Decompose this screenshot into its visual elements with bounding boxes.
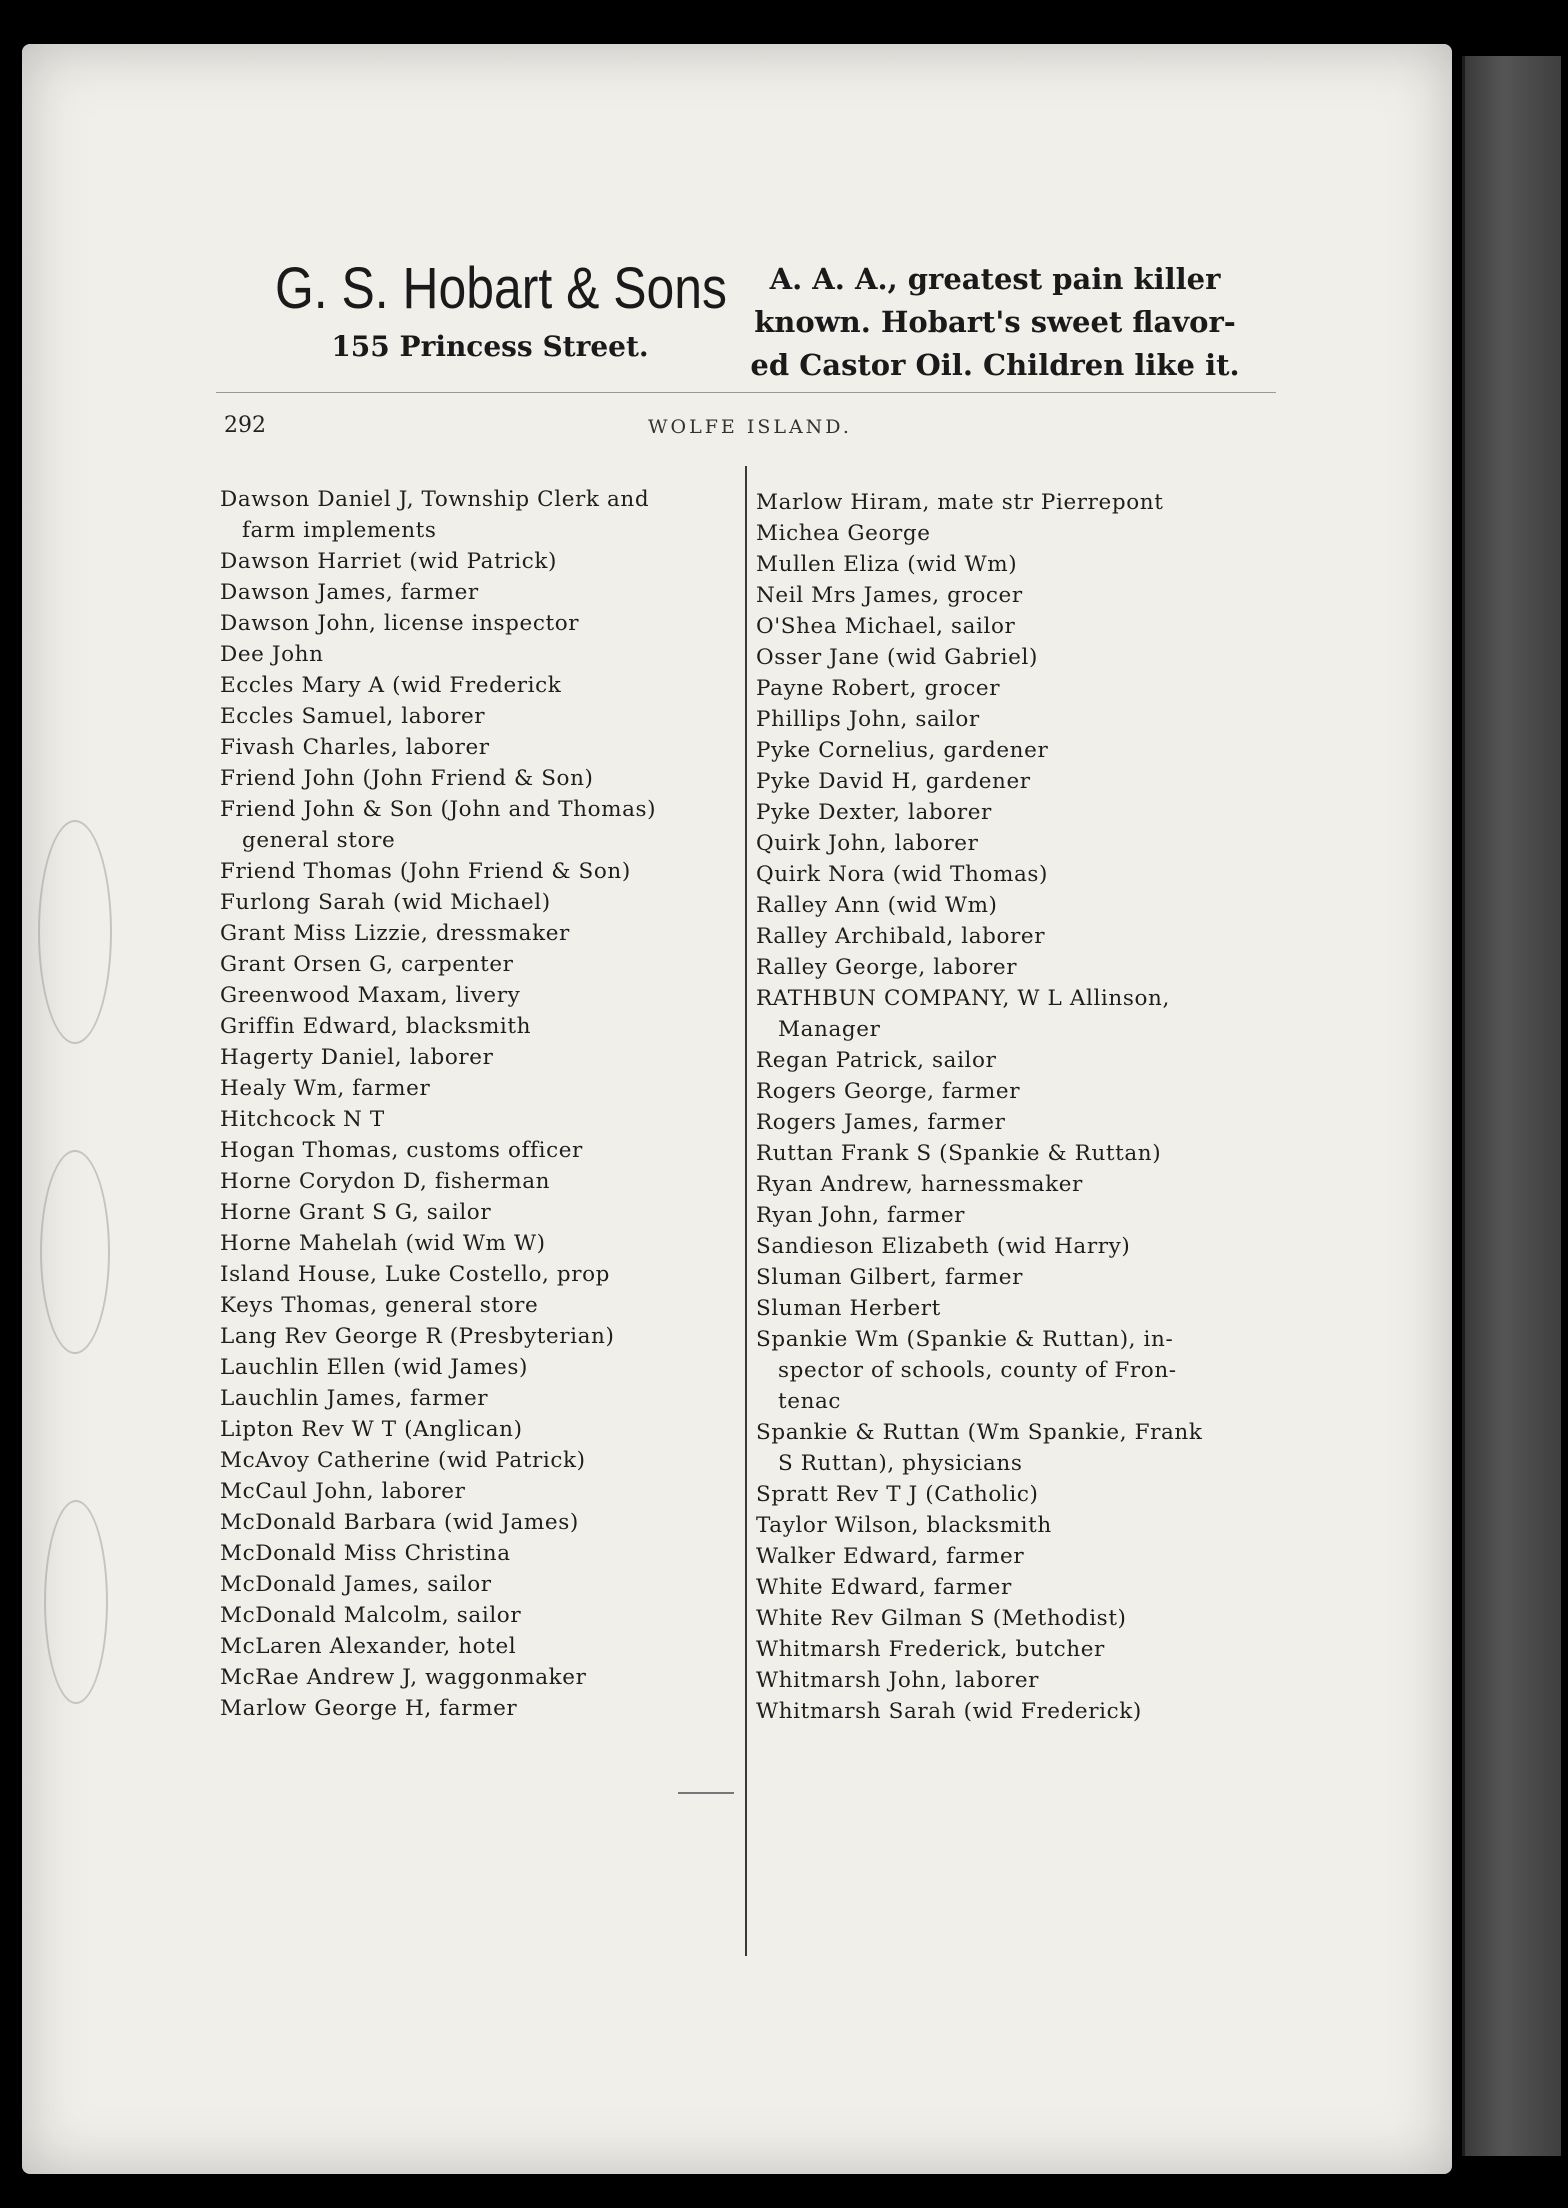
directory-entry: Dawson Harriet (wid Patrick) (220, 549, 557, 574)
directory-entry: Sluman Gilbert, farmer (756, 1265, 1023, 1290)
directory-entry: McAvoy Catherine (wid Patrick) (220, 1448, 586, 1473)
directory-entry: McCaul John, laborer (220, 1479, 466, 1504)
directory-entry: Sandieson Elizabeth (wid Harry) (756, 1234, 1131, 1259)
directory-entry: Furlong Sarah (wid Michael) (220, 890, 551, 915)
directory-entry: Spankie & Ruttan (Wm Spankie, Frank (756, 1420, 1203, 1445)
directory-entry: Ruttan Frank S (Spankie & Ruttan) (756, 1141, 1162, 1166)
directory-entry: Horne Mahelah (wid Wm W) (220, 1231, 546, 1256)
directory-entry: Quirk Nora (wid Thomas) (756, 862, 1048, 887)
directory-entry: Lauchlin Ellen (wid James) (220, 1355, 528, 1380)
advertisement-tagline-line: A. A. A., greatest pain killer (769, 262, 1221, 296)
directory-entry: Greenwood Maxam, livery (220, 983, 521, 1008)
directory-entry: Dawson James, farmer (220, 580, 479, 605)
directory-entry: Marlow George H, farmer (220, 1696, 518, 1721)
directory-entry: Griffin Edward, blacksmith (220, 1014, 532, 1039)
directory-entry: Osser Jane (wid Gabriel) (756, 645, 1038, 670)
directory-entry: Grant Miss Lizzie, dressmaker (220, 921, 570, 946)
directory-entry: Dawson Daniel J, Township Clerk and (220, 487, 650, 512)
directory-entry: Island House, Luke Costello, prop (220, 1262, 611, 1287)
directory-entry: Ryan John, farmer (756, 1203, 966, 1228)
directory-entry: Michea George (756, 521, 931, 546)
directory-entry: RATHBUN COMPANY, W L Allinson, (756, 986, 1170, 1011)
directory-entry-continuation: farm implements (242, 518, 437, 543)
directory-entry: McDonald Malcolm, sailor (220, 1603, 522, 1628)
book-spine (1462, 56, 1561, 2156)
directory-entry: Ryan Andrew, harnessmaker (756, 1172, 1083, 1197)
left-column (220, 484, 735, 1724)
advertisement-tagline-line: ed Castor Oil. Children like it. (750, 348, 1240, 382)
directory-entry: McRae Andrew J, waggonmaker (220, 1665, 587, 1690)
directory-entry: Pyke Dexter, laborer (756, 800, 992, 825)
directory-entry: Hogan Thomas, customs officer (220, 1138, 583, 1163)
advertisement-tagline (735, 258, 1255, 387)
directory-entry: McDonald Barbara (wid James) (220, 1510, 579, 1535)
directory-entry: Whitmarsh Frederick, butcher (756, 1637, 1105, 1662)
advertisement-firm-block (240, 258, 740, 363)
directory-entry: Pyke Cornelius, gardener (756, 738, 1049, 763)
directory-entry: Sluman Herbert (756, 1296, 941, 1321)
advertisement-firm-name: G. S. Hobart & Sons (275, 256, 727, 321)
directory-entry: Keys Thomas, general store (220, 1293, 539, 1318)
directory-entry: Neil Mrs James, grocer (756, 583, 1023, 608)
page-number: 292 (224, 413, 266, 438)
directory-entry: McDonald James, sailor (220, 1572, 492, 1597)
column-divider (745, 466, 747, 1956)
directory-entry-continuation: S Ruttan), physicians (778, 1451, 1023, 1476)
directory-entry: Ralley George, laborer (756, 955, 1018, 980)
directory-entry: Quirk John, laborer (756, 831, 979, 856)
directory-entry: Horne Grant S G, sailor (220, 1200, 492, 1225)
column-end-rule (678, 1792, 734, 1794)
directory-entry: Mullen Eliza (wid Wm) (756, 552, 1018, 577)
directory-entry: Friend Thomas (John Friend & Son) (220, 859, 631, 884)
directory-entry-continuation: Manager (778, 1017, 881, 1042)
directory-entry: Lang Rev George R (Presbyterian) (220, 1324, 615, 1349)
directory-entry: McDonald Miss Christina (220, 1541, 511, 1566)
directory-entry: Eccles Samuel, laborer (220, 704, 486, 729)
directory-entry-continuation: tenac (778, 1389, 842, 1414)
page-smudge (44, 1500, 108, 1704)
directory-entry-continuation: spector of schools, county of Fron- (778, 1358, 1177, 1383)
directory-entry: Dee John (220, 642, 324, 667)
directory-entry: Regan Patrick, sailor (756, 1048, 997, 1073)
page-smudge (38, 820, 112, 1044)
advertisement-address: 155 Princess Street. (331, 330, 649, 363)
directory-entry: Dawson John, license inspector (220, 611, 580, 636)
directory-entry: Spratt Rev T J (Catholic) (756, 1482, 1039, 1507)
directory-entry: Pyke David H, gardener (756, 769, 1031, 794)
directory-entry: Ralley Ann (wid Wm) (756, 893, 998, 918)
directory-entry: Phillips John, sailor (756, 707, 980, 732)
advertisement-tagline-line: known. Hobart's sweet flavor- (754, 305, 1236, 339)
directory-entry: Grant Orsen G, carpenter (220, 952, 514, 977)
directory-entry: Payne Robert, grocer (756, 676, 1001, 701)
header-rule (216, 392, 1276, 393)
directory-entry: Whitmarsh John, laborer (756, 1668, 1040, 1693)
directory-entry: Fivash Charles, laborer (220, 735, 490, 760)
directory-entry: Lipton Rev W T (Anglican) (220, 1417, 523, 1442)
directory-entry: Lauchlin James, farmer (220, 1386, 489, 1411)
directory-entry: Marlow Hiram, mate str Pierrepont (756, 490, 1164, 515)
directory-entry: White Edward, farmer (756, 1575, 1012, 1600)
directory-entry-continuation: general store (242, 828, 396, 853)
directory-entry: Eccles Mary A (wid Frederick (220, 673, 562, 698)
directory-entry: Walker Edward, farmer (756, 1544, 1025, 1569)
directory-entry: Hagerty Daniel, laborer (220, 1045, 494, 1070)
directory-entry: Whitmarsh Sarah (wid Frederick) (756, 1699, 1142, 1724)
directory-entry: Spankie Wm (Spankie & Ruttan), in- (756, 1327, 1174, 1352)
directory-entry: Friend John & Son (John and Thomas) (220, 797, 657, 822)
directory-entry: Rogers George, farmer (756, 1079, 1021, 1104)
directory-entry: White Rev Gilman S (Methodist) (756, 1606, 1127, 1631)
running-head: WOLFE ISLAND. (648, 416, 852, 438)
page-smudge (40, 1150, 110, 1354)
directory-entry: Healy Wm, farmer (220, 1076, 431, 1101)
directory-entry: Taylor Wilson, blacksmith (756, 1513, 1052, 1538)
directory-entry: O'Shea Michael, sailor (756, 614, 1016, 639)
directory-entry: Hitchcock N T (220, 1107, 385, 1132)
right-column (756, 487, 1296, 1727)
directory-entry: Ralley Archibald, laborer (756, 924, 1046, 949)
directory-entry: Rogers James, farmer (756, 1110, 1006, 1135)
directory-entry: Horne Corydon D, fisherman (220, 1169, 551, 1194)
directory-entry: Friend John (John Friend & Son) (220, 766, 594, 791)
directory-entry: McLaren Alexander, hotel (220, 1634, 517, 1659)
